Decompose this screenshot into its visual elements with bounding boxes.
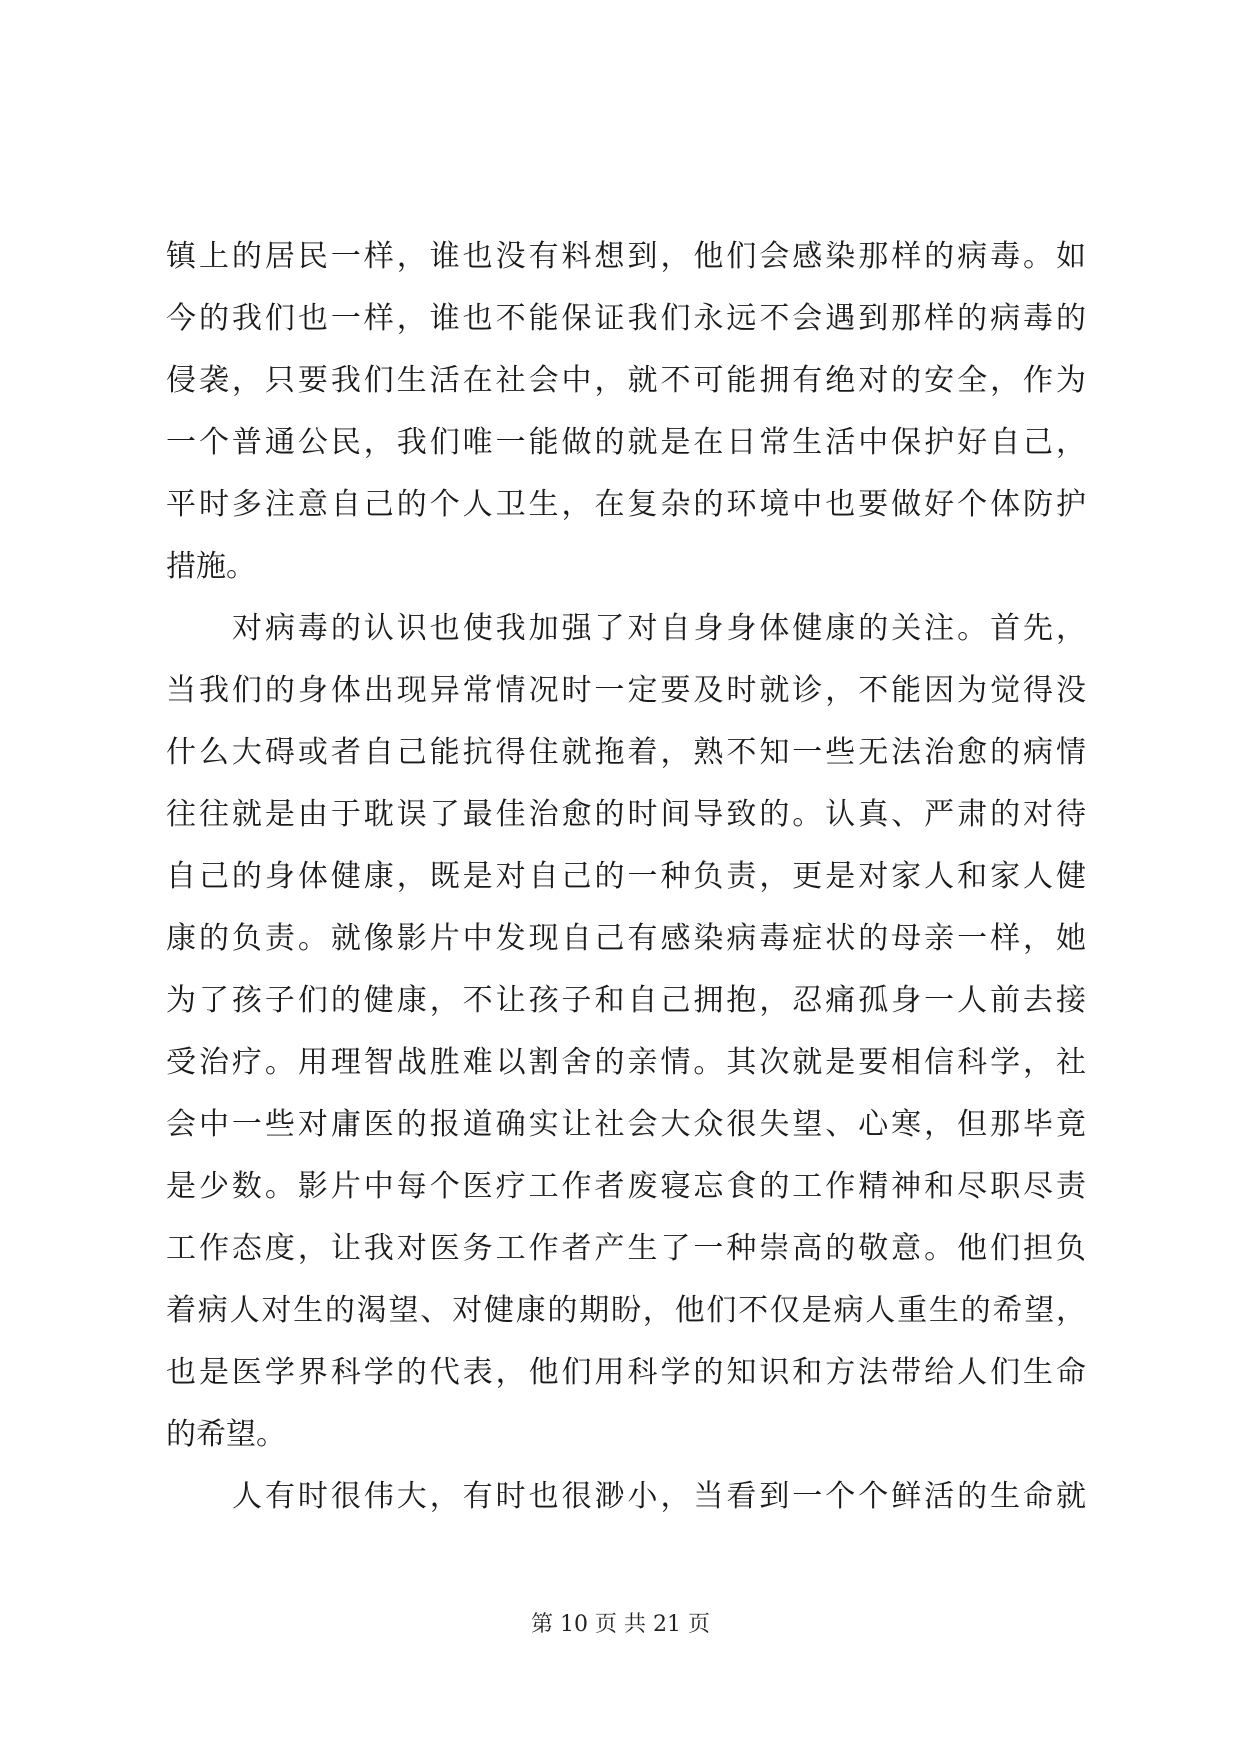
text-line: 什么大碍或者自己能抗得住就拖着，熟不知一些无法治愈的病情 [166, 735, 1086, 770]
text-line: 措施。 [166, 549, 256, 584]
text-line: 康的负责。就像影片中发现自己有感染病毒症状的母亲一样，她 [166, 921, 1086, 956]
text-line: 受治疗。用理智战胜难以割舍的亲情。其次就是要相信科学，社 [166, 1045, 1086, 1080]
text-line: 对病毒的认识也使我加强了对自身身体健康的关注。首先， [232, 611, 1086, 646]
text-line: 当我们的身体出现异常情况时一定要及时就诊，不能因为觉得没 [166, 673, 1086, 708]
text-line: 是少数。影片中每个医疗工作者废寝忘食的工作精神和尽职尽责 [166, 1169, 1086, 1204]
text-line: 镇上的居民一样，谁也没有料想到，他们会感染那样的病毒。如 [166, 239, 1086, 274]
text-line: 着病人对生的渴望、对健康的期盼，他们不仅是病人重生的希望， [166, 1293, 1086, 1328]
text-line: 往往就是由于耽误了最佳治愈的时间导致的。认真、严肃的对待 [166, 797, 1086, 832]
text-line: 也是医学界科学的代表，他们用科学的知识和方法带给人们生命 [166, 1355, 1086, 1390]
text-line: 平时多注意自己的个人卫生，在复杂的环境中也要做好个体防护 [166, 487, 1086, 522]
text-line: 侵袭，只要我们生活在社会中，就不可能拥有绝对的安全，作为 [166, 363, 1086, 398]
body-text [166, 226, 1086, 1528]
text-line: 的希望。 [166, 1417, 286, 1452]
text-line: 为了孩子们的健康，不让孩子和自己拥抱，忍痛孤身一人前去接 [166, 983, 1086, 1018]
text-line: 会中一些对庸医的报道确实让社会大众很失望、心寒，但那毕竟 [166, 1107, 1086, 1142]
text-line: 人有时很伟大，有时也很渺小，当看到一个个鲜活的生命就 [232, 1479, 1086, 1514]
text-line: 工作态度，让我对医务工作者产生了一种崇高的敬意。他们担负 [166, 1231, 1086, 1266]
page-number-footer: 第 10 页 共 21 页 [531, 1612, 710, 1637]
text-line: 自己的身体健康，既是对自己的一种负责，更是对家人和家人健 [166, 859, 1086, 894]
text-line: 一个普通公民，我们唯一能做的就是在日常生活中保护好自己， [166, 425, 1086, 460]
text-line: 今的我们也一样，谁也不能保证我们永远不会遇到那样的病毒的 [166, 301, 1086, 336]
